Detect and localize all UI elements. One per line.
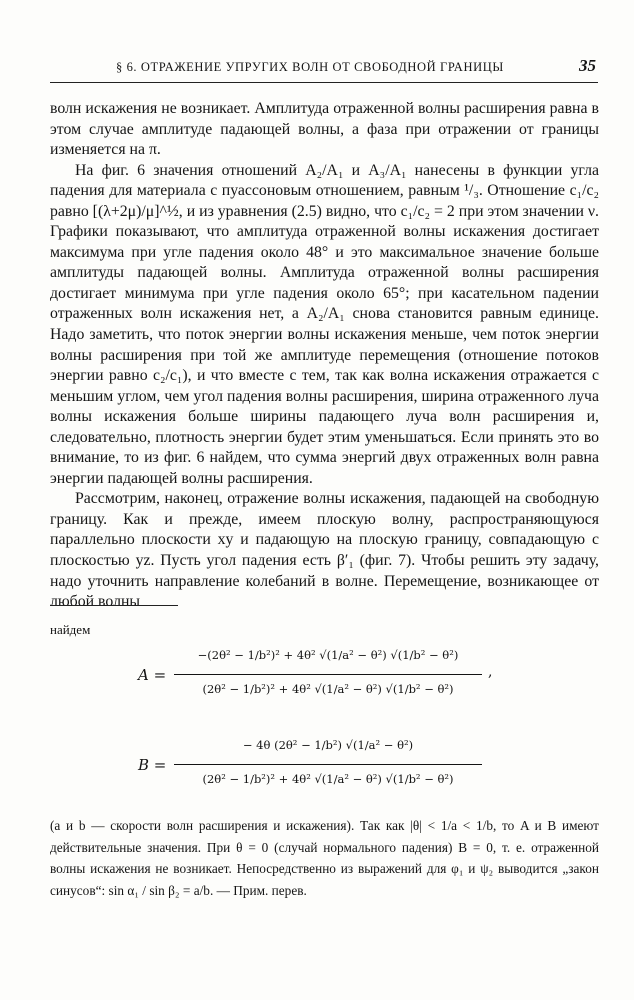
formula-lhs: A = [138, 666, 167, 684]
fraction-bar [174, 674, 482, 675]
formula-denominator: (2θ² − 1/b²)² + 4θ² √(1/a² − θ²) √(1/b² − θ²) [202, 772, 454, 786]
paragraph: Рассмотрим, наконец, отражение волны искажения, падающей на свободную границу. Как и прежде, имеем плоскую волну, распространяющуюся параллельно плоскости xy и падающую на плоскую границу, совпадающую с плоскостью yz. Пусть угол падения есть β′₁ (фиг. 7). Чтобы решить эту задачу, надо уточнить направление колебаний в волне. Перемещение, возникающее от любой волны [50, 490, 599, 611]
formula-denominator: (2θ² − 1/b²)² + 4θ² √(1/a² − θ²) √(1/b² − θ²) [202, 682, 454, 696]
footnote-paragraph: (a и b — скорости волн расширения и искажения). Так как |θ| < 1/a < 1/b, то A и B имеют действительные значения. При θ = 0 (случай нормального падения) B = 0, т. е. отраженной волны искажения не возникает. Непосредственно из выражений для φ₁ и ψ₂ выводится „закон синусов“: sin α₁ / sin β₂ = a/b. — Прим. перев. [50, 818, 599, 898]
footnote-rule [50, 605, 178, 606]
formula-comma: , [488, 664, 493, 680]
paragraph: На фиг. 6 значения отношений A₂/A₁ и A₃/A₁ нанесены в функции угла падения для материала с пуассоновым отношением, равным ¹/₃. Отношение c₁/c₂ равно [(λ+2μ)/μ]^½, и из уравнения (2.5) видно, что c₁/c₂ = 2 при этом значении ν. Графики показывают, что амплитуда отраженной волны искажения достигает максимума при угле падения около 48° и это максимальное значение больше амплитуды падающей волны. Амплитуда отраженной волны расширения достигает минимума при угле падения около 65°; при касательном падении отраженных волн искажения нет, а A₂/A₁ снова становится равным единице. Надо заметить, что поток энергии волны искажения меньше, чем поток энергии волны расширения при той же амплитуде перемещения (отношение потоков энергии равно c₂/c₁), и что вместе с тем, так как волна искажения отражается с меньшим углом, чем угол падения волны расширения, ширина отраженного луча волны искажения больше ширины падающего луча волн расширения и, следовательно, плотность энергии будет этим уменьшаться. Если принять это во внимание, то из фиг. 6 найдем, что сумма энергий двух отраженных волн равна энергии падающей волны расширения. [50, 161, 599, 487]
main-text [50, 99, 599, 613]
page-number: 35 [579, 56, 596, 75]
footnote-lead-word: найдем [50, 622, 91, 637]
formula-lhs: B = [138, 756, 167, 774]
footnote-text [50, 815, 599, 901]
formula-numerator: − 4θ (2θ² − 1/b²) √(1/a² − θ²) [242, 738, 414, 752]
page-header [50, 58, 598, 83]
running-title: § 6. ОТРАЖЕНИЕ УПРУГИХ ВОЛН ОТ СВОБОДНОЙ ГРАНИЦЫ [116, 60, 504, 74]
paragraph: волн искажения не возникает. Амплитуда отраженной волны расширения равна в этом случае амплитуде падающей волны, а фаза при отражении от границы изменяется на π. [50, 100, 599, 159]
formula-A [138, 640, 498, 715]
formula-B [138, 730, 498, 810]
formula-numerator: −(2θ² − 1/b²)² + 4θ² √(1/a² − θ²) √(1/b² − θ²) [197, 648, 459, 662]
fraction-bar [174, 764, 482, 765]
